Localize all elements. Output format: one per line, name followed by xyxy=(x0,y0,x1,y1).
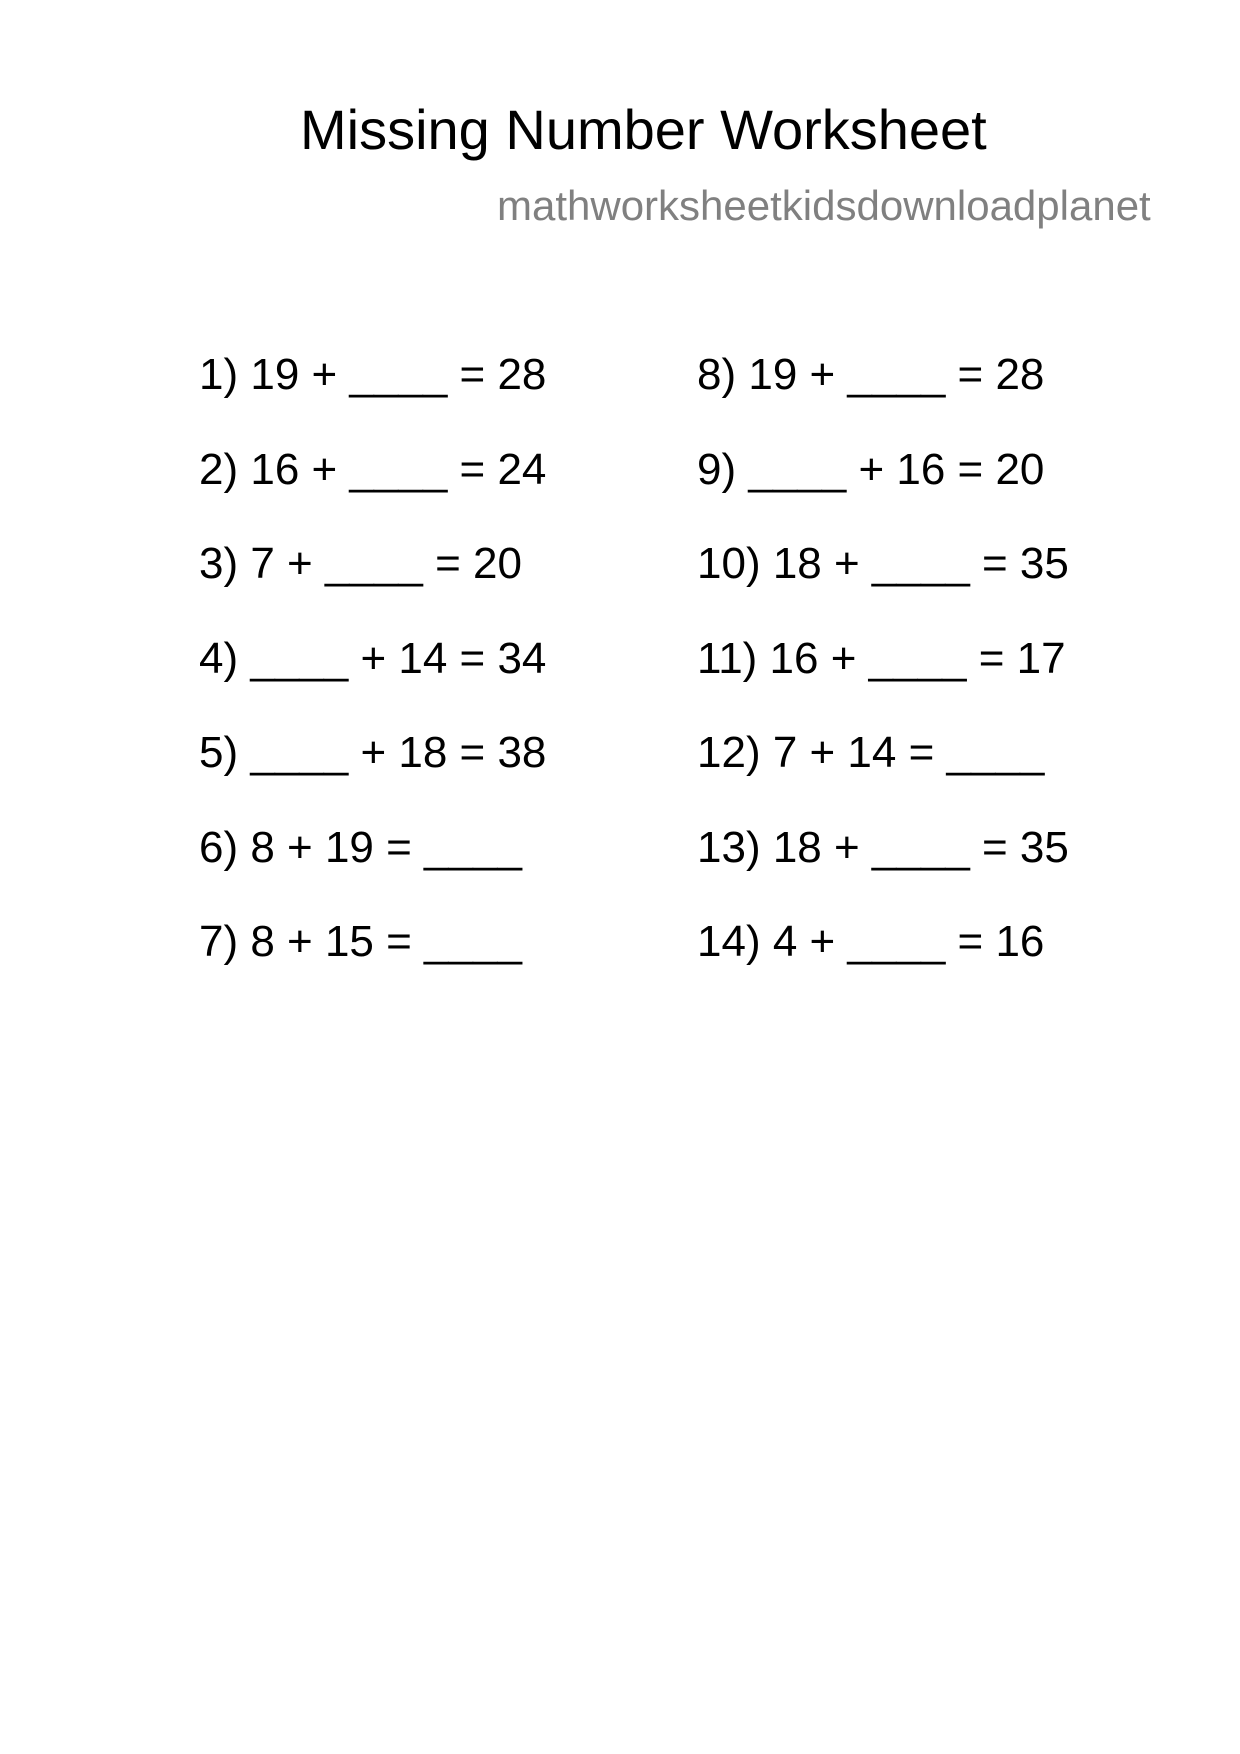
problem-13: 13) 18 + ____ = 35 xyxy=(697,822,1069,872)
problems-column-right xyxy=(697,347,1069,1009)
problem-10: 10) 18 + ____ = 35 xyxy=(697,539,1069,588)
site-watermark: mathworksheetkidsdownloadplanet xyxy=(497,182,1151,229)
problems-column-left xyxy=(199,347,546,1009)
problem-5: 5) ____ + 18 = 38 xyxy=(199,728,547,777)
problem-2: 2) 16 + ____ = 24 xyxy=(199,444,547,494)
problem-14: 14) 4 + ____ = 16 xyxy=(697,917,1045,966)
problem-1: 1) 19 + ____ = 28 xyxy=(199,350,547,399)
problem-6: 6) 8 + 19 = ____ xyxy=(199,822,522,872)
problem-4: 4) ____ + 14 = 34 xyxy=(199,633,547,683)
problem-12: 12) 7 + 14 = ____ xyxy=(697,728,1045,777)
page-title: Missing Number Worksheet xyxy=(300,98,987,161)
problem-7: 7) 8 + 15 = ____ xyxy=(199,917,522,966)
problem-3: 3) 7 + ____ = 20 xyxy=(199,539,522,588)
problem-9: 9) ____ + 16 = 20 xyxy=(697,444,1045,494)
problem-8: 8) 19 + ____ = 28 xyxy=(697,350,1045,399)
problem-11: 11) 16 + ____ = 17 xyxy=(697,633,1066,683)
